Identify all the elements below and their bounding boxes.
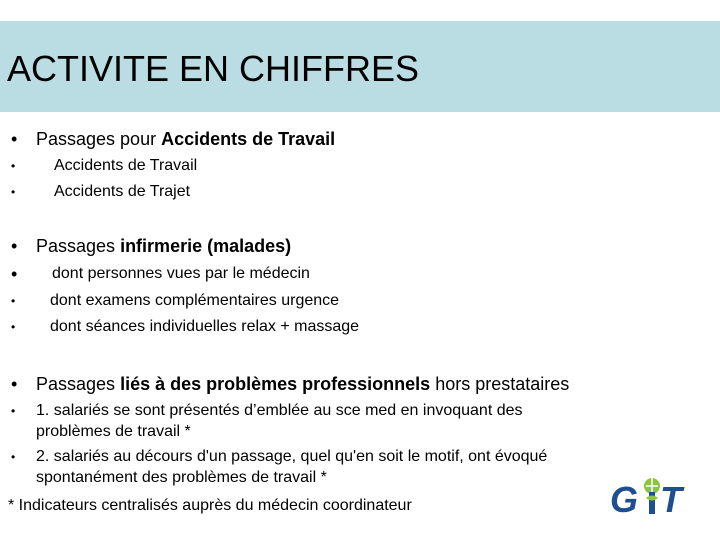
bullet: • — [11, 294, 16, 308]
footnote: * Indicateurs centralisés auprès du médecin coordinateur — [8, 497, 412, 514]
list-item: Accidents de Travail — [54, 157, 198, 174]
section-heading: Passages liés à des problèmes professionnels hors prestataires — [36, 374, 570, 394]
caduceus-icon — [646, 496, 658, 501]
section-heading: Passages infirmerie (malades) — [36, 236, 292, 256]
list-item-continuation: spontanément des problèmes de travail * — [36, 469, 327, 486]
section-heading: Passages pour Accidents de Travail — [36, 129, 336, 149]
bullet: • — [11, 129, 18, 149]
list-item: dont séances individuelles relax + massage — [50, 318, 360, 335]
list-item: dont personnes vues par le médecin — [52, 265, 310, 282]
logo-letter-g: G — [610, 479, 639, 520]
logo-letter-i — [649, 492, 655, 514]
bullet: • — [11, 450, 16, 464]
page-title: ACTIVITE EN CHIFFRES — [7, 48, 420, 89]
bullet: • — [11, 320, 16, 334]
logo-letter-t: T — [660, 479, 682, 520]
bullet: • — [11, 236, 18, 256]
list-item: dont examens complémentaires urgence — [50, 292, 340, 309]
list-item: 2. salariés au décours d'un passage, quel qu'en soit le motif, ont évoqué — [36, 448, 548, 465]
git-logo — [608, 472, 694, 520]
bullet: • — [11, 159, 16, 173]
bullet: • — [11, 185, 16, 199]
bullet: • — [11, 374, 18, 394]
list-item: 1. salariés se sont présentés d’emblée au sce med en invoquant des — [36, 402, 523, 419]
list-item-continuation: problèmes de travail * — [36, 423, 191, 440]
bullet: • — [11, 404, 16, 418]
bullet: • — [11, 264, 18, 284]
list-item: Accidents de Trajet — [54, 183, 191, 200]
